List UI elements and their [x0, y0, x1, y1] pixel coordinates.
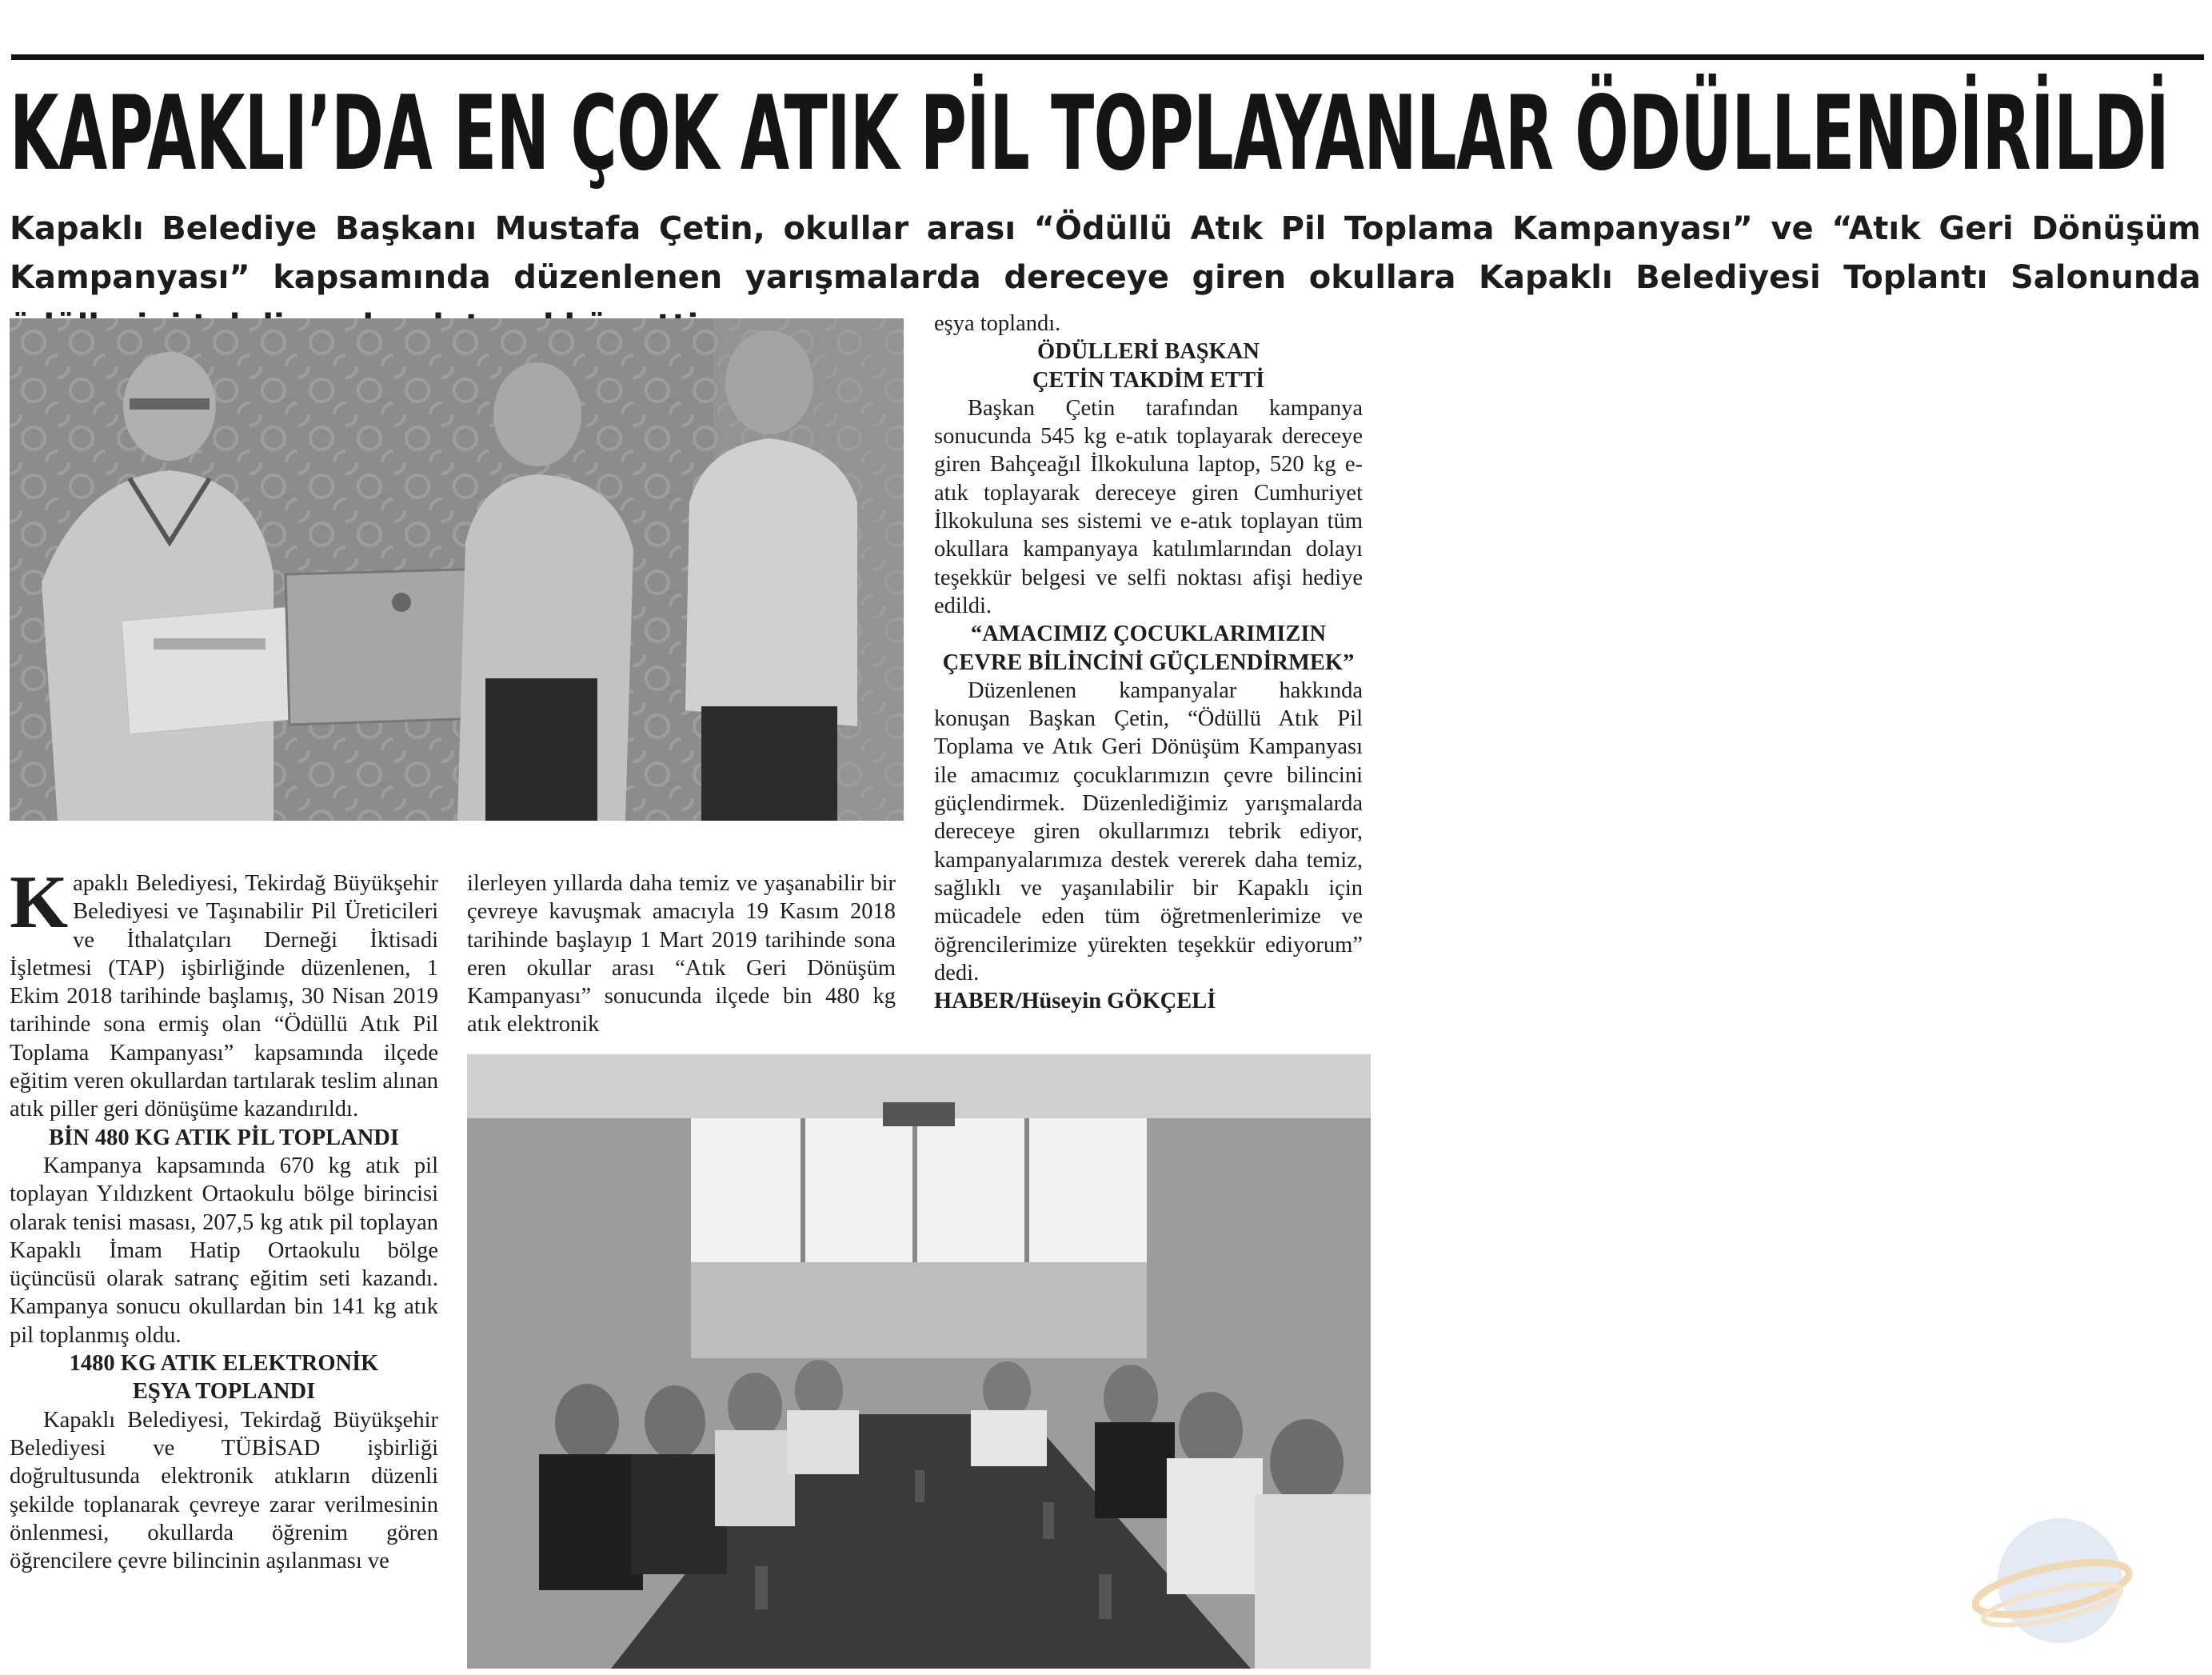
article-column-3 [934, 310, 1363, 1015]
subheading-oduller-line2: ÇETİN TAKDİM ETTİ [1032, 367, 1265, 393]
photo-award-ceremony [10, 318, 904, 821]
paragraph-oduller: Başkan Çetin tarafından kampanya sonucunda 545 kg e-atık toplayarak dereceye giren Bahçeağıl İlkokuluna laptop, 520 kg e-atık toplayarak dereceye giren Cumhuriyet İlkokuluna ses sistemi ve e-atık toplayan tüm okullara kampanyaya katılımlarından dolayı teşekkür belgesi ve selfi noktası afişi hediye edildi. [934, 395, 1363, 618]
subheading-elektronik-line1: 1480 KG ATIK ELEKTRONİK [69, 1351, 379, 1377]
subheading-oduller-line1: ÖDÜLLERİ BAŞKAN [1037, 339, 1260, 365]
photo-meeting-room [467, 1054, 1371, 1669]
subheading-amacimiz-line2: ÇEVRE BİLİNCİNİ GÜÇLENDİRMEK” [942, 650, 1355, 675]
watermark-globe-icon [1972, 1493, 2132, 1653]
article-column-2 [467, 869, 896, 1039]
byline: HABER/Hüseyin GÖKÇELİ [934, 989, 1216, 1014]
drop-cap: K [10, 861, 69, 944]
deck-subheadline: Kapaklı Belediye Başkanı Mustafa Çetin, okullar arası “Ödüllü Atık Pil Toplama Kampanyası” ve “Atık Geri Dönüşüm Kampanyası” kapsamında düzenlenen yarışmalarda dereceye giren okullara Kapaklı Belediyesi Toplantı Salonunda [10, 210, 2201, 296]
intro-paragraph: Kapaklı Belediyesi, Tekirdağ Büyükşehir Belediyesi ve Taşınabilir Pil Üreticileri ve İthalatçıları Derneği İktisadi İşletmesi (TAP) işbirliğinde düzenlenen, 1 Ekim 2018 tarihinde başlamış, 30 Nisan 2019 tarihinde sona ermiş olan “Ödüllü Atık Pil Toplama Kampanyası” kapsamında ilçede eğitim veren okullardan tartılarak teslim alınan atık piller geri dönüşüme kazandırıldı. [10, 861, 438, 1122]
paragraph-elektronik: Kapaklı Belediyesi, Tekirdağ Büyükşehir Belediyesi ve TÜBİSAD işbirliği doğrultusunda elektronik atıkların düzenli şekilde toplanarak çevreye zarar verilmesinin önlenmesi, okullarda öğrenim gören öğrencilere çevre bilincinin aşılanması ve [10, 1407, 438, 1574]
subheading-pil: BİN 480 KG ATIK PİL TOPLANDI [49, 1125, 399, 1150]
paragraph-col3-lead: eşya toplandı. [934, 311, 1061, 336]
subheading-amacimiz-line1: “AMACIMIZ ÇOCUKLARIMIZIN [970, 622, 1327, 647]
paragraph-col2: ilerleyen yıllarda daha temiz ve yaşanabilir bir çevreye kavuşmak amacıyla 19 Kasım 2018 tarihinde başlayıp 1 Mart 2019 tarihinde sona eren okullar arası “Atık Geri Dönüşüm Kampanyası” sonucunda ilçede bin 480 kg atık elektronik [467, 871, 896, 1037]
paragraph-pil: Kampanya kapsamında 670 kg atık pil toplayan Yıldızkent Ortaokulu bölge birincisi olarak tenisi masası, 207,5 kg atık pil toplayan Kapaklı İmam Hatip Ortaokulu bölge üçüncüsü olarak satranç eğitim seti kazandı. Kampanya sonucu okullardan bin 141 kg atık pil toplanmış oldu. [10, 1153, 438, 1348]
subheading-elektronik-line2: EŞYA TOPLANDI [132, 1379, 316, 1405]
paragraph-amacimiz: Düzenlenen kampanyalar hakkında konuşan Başkan Çetin, “Ödüllü Atık Pil Toplama ve Atık Geri Dönüşüm Kampanyası ile amacımız çocuklarımızın çevre bilincini güçlendirmek. Düzenlediğimiz yarışmalarda dereceye giren okullarımızı tebrik ediyor, kampanyalarımıza destek vererek daha temiz, sağlıklı ve yaşanılabilir bir Kapaklı için mücadele eden tüm öğretmenlerimize ve öğrencilerimize yürekten teşekkür ediyorum” dedi. [934, 678, 1363, 985]
headline: KAPAKLI’DA EN ÇOK ATIK PİL TOPLAYANLAR ÖDÜLLENDİRİLDİ [10, 74, 2170, 194]
top-rule [11, 54, 2204, 60]
article-column-1 [10, 861, 438, 1575]
